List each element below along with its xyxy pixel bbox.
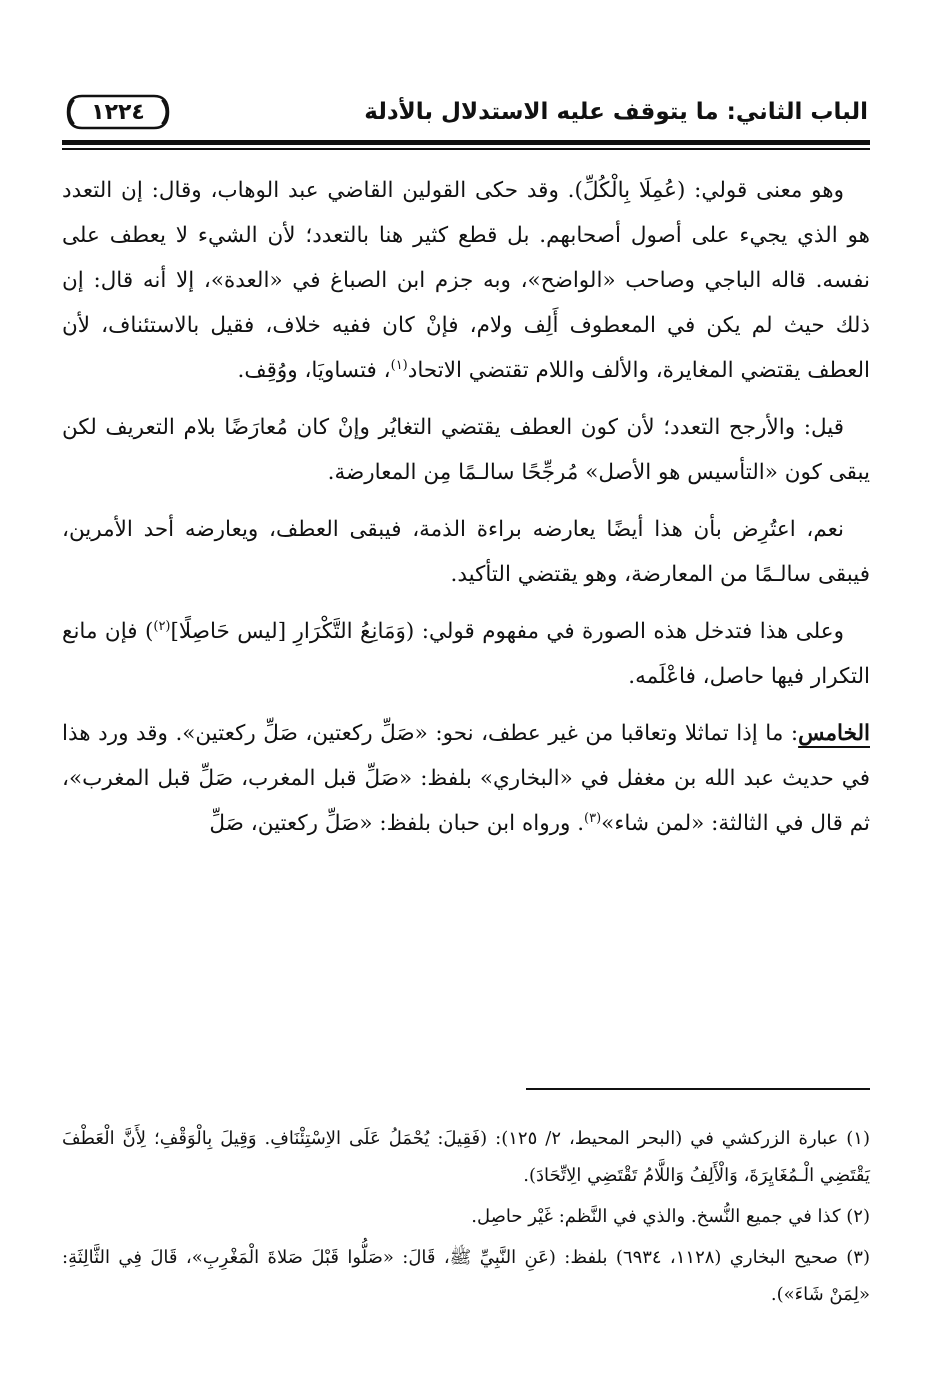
paragraph-5: الخامس: ما إذا تماثلا وتعاقبا من غير عطف، نحو: «صَلِّ ركعتين، صَلِّ ركعتين». وقد ورد هذا في حديث عبد الله بن مغفل في «البخاري» بلفظ: «صَلِّ قبل المغرب، صَلِّ قبل المغرب»، ثم قال في الثالثة: «لمن شاء»$^{(٣)}$. ورواه ابن حبان بلفظ: «صَلِّ ركعتين، صَلِّ bbox=[62, 720, 870, 836]
section-lead-word: الخامس bbox=[798, 720, 870, 746]
footnote-separator bbox=[526, 1088, 870, 1090]
paragraph-2: قيل: والأرجح التعدد؛ لأن كون العطف يقتضي التغايُر وإنْ كان مُعارَضًا بلام التعريف لكن يبقى كون «التأسيس هو الأصل» مُرجِّحًا سالـمًا مِن المعارضة. bbox=[62, 414, 870, 485]
footnote-1: (١) عبارة الزركشي في (البحر المحيط، ٢/ ١٢٥): (فَقِيلَ: يُحْمَلُ عَلَى الاِسْتِئْنَافِ. وَقِيلَ بِالْوَقْفِ؛ لِأَنَّ الْعَطْفَ يَقْتَضِي الْـمُغَايِرَةَ، وَالْأَلِفُ وَاللَّامُ تَقْتَضِي الِاتِّحَادَ). bbox=[62, 1128, 870, 1186]
footnote-2: (٢) كذا في جميع النُّسخ. والذي في النَّظم: غَيْر حاصِل. bbox=[471, 1206, 870, 1227]
header-rule-thick bbox=[62, 140, 870, 145]
paragraph-1: وهو معنى قولي: (عُمِلَا بِالْكُلِّ). وقد حكى القولين القاضي عبد الوهاب، وقال: إن التعدد هو الذي يجيء على أصول أصحابهم. بل قطع كثير هنا بالتعدد؛ لأن الشيء لا يعطف على نفسه. قاله الباجي وصاحب «الواضح»، وبه جزم ابن الصباغ في «العدة»، إلا أنه قال: إن ذلك حيث لم يكن في المعطوف أَلِف ولام، فإنْ كان ففيه خلاف، فقيل بالاستئناف، لأن العطف يقتضي المغايرة، والألف واللام تقتضي الاتحاد$^{(١)}$، فتساويَا، ووُقِف. bbox=[62, 177, 870, 383]
footnote-3: (٣) صحيح البخاري (١١٢٨، ٦٩٣٤) بلفظ: (عَنِ النَّبِيِّ ﷺ، قَالَ: «صَلُّوا قَبْلَ صَلاةَ الْمَغْرِبِ»، قَالَ فِي الثَّالِثَةِ: «لِمَنْ شَاءَ»). bbox=[62, 1247, 870, 1305]
footnotes bbox=[62, 1120, 870, 1317]
book-page bbox=[62, 88, 870, 1308]
paragraph-3: نعم، اعتُرِض بأن هذا أيضًا يعارضه براءة الذمة، فيبقى العطف، ويعارضه أحد الأمرين، فيبقى سالـمًا من المعارضة، وهو يقتضي التأكيد. bbox=[62, 516, 870, 587]
header-rule-thin bbox=[62, 148, 870, 150]
page-number-badge bbox=[62, 92, 174, 132]
running-title: الباب الثاني: ما يتوقف عليه الاستدلال بالأدلة bbox=[364, 99, 868, 125]
page-header bbox=[62, 88, 870, 136]
main-text bbox=[62, 168, 870, 846]
footnote-marker-2[interactable]: (٢) bbox=[153, 618, 171, 634]
footnote-marker-1[interactable]: (١) bbox=[390, 357, 408, 373]
paragraph-4: وعلى هذا فتدخل هذه الصورة في مفهوم قولي: (وَمَانِعُ التَّكْرَارِ [ليس حَاصِلًا]$^{(٢)}$) فإن مانع التكرار فيها حاصل، فاعْلَمه. bbox=[62, 618, 870, 689]
footnote-marker-3[interactable]: (٣) bbox=[584, 810, 602, 826]
page-number: ١٢٢٤ bbox=[91, 99, 145, 125]
